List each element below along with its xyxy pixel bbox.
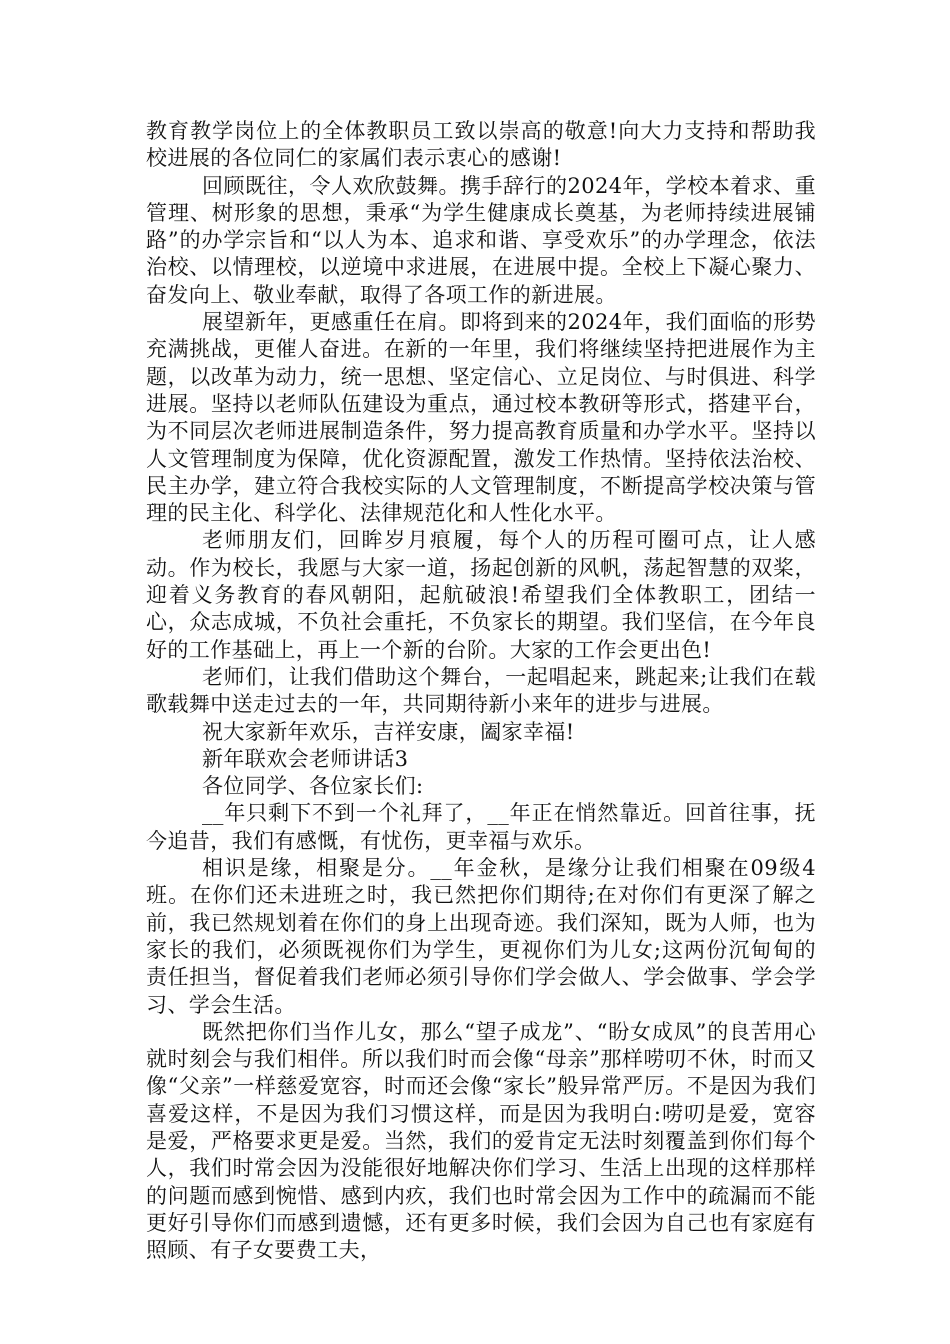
paragraph-1: 教育教学岗位上的全体教职员工致以崇高的敬意!向大力支持和帮助我校进展的各位同仁的家属们表示衷心的感谢!	[146, 119, 816, 171]
section-title: 新年联欢会老师讲话3	[202, 746, 409, 771]
paragraph-5: 老师们，让我们借助这个舞台，一起唱起来，跳起来;让我们在载歌载舞中送走过去的一年，共同期待新小来年的进步与进展。	[146, 664, 816, 717]
document-body	[146, 118, 816, 1264]
salutation: 各位同学、各位家长们:	[202, 774, 424, 799]
paragraph-11: 既然把你们当作儿女，那么“望子成龙”、“盼女成凤”的良苦用心就时刻会与我们相伴。所以我们时而会像“母亲”那样唠叨不休，时而又像“父亲”一样慈爱宽容，时而还会像“家长”般异常严厉。不是因为我们喜爱这样，不是因为我们习惯这样，而是因为我明白:唠叨是爱，宽容是爱，严格要求更是爱。当然，我们的爱肯定无法时刻覆盖到你们每个人，我们时常会因为没能很好地解决你们学习、生活上出现的这样那样的问题而感到惋惜、感到内疚，我们也时常会因为工作中的疏漏而不能更好引导你们而感到遗憾，还有更多时候，我们会因为自己也有家庭有照顾、有子女要费工夫，	[146, 1019, 816, 1263]
paragraph-9: __年只剩下不到一个礼拜了，__年正在悄然靠近。回首往事，抚今追昔，我们有感慨，有忧伤，更幸福与欢乐。	[146, 801, 816, 853]
paragraph-4: 老师朋友们，回眸岁月痕履，每个人的历程可圈可点，让人感动。作为校长，我愿与大家一道，扬起创新的风帆，荡起智慧的双桨，迎着义务教育的春风朝阳，起航破浪!希望我们全体教职工，团结一心，众志成城，不负社会重托，不负家长的期望。我们坚信，在今年良好的工作基础上，再上一个新的台阶。大家的工作会更出色!	[146, 528, 816, 662]
paragraph-2: 回顾既往，令人欢欣鼓舞。携手辞行的2024年，学校本着求、重管理、树形象的思想，秉承“为学生健康成长奠基，为老师持续进展铺路”的办学宗旨和“以人为本、追求和谐、享受欢乐”的办学理念，依法治校、以情理校，以逆境中求进展，在进展中提。全校上下凝心聚力、奋发向上、敬业奉献，取得了各项工作的新进展。	[146, 173, 816, 307]
paragraph-6: 祝大家新年欢乐，吉祥安康，阖家幸福!	[202, 719, 575, 744]
paragraph-3: 展望新年，更感重任在肩。即将到来的2024年，我们面临的形势充满挑战，更催人奋进。在新的一年里，我们将继续坚持把进展作为主题，以改革为动力，统一思想、坚定信心、立足岗位、与时俱进、科学进展。坚持以老师队伍建设为重点，通过校本教研等形式，搭建平台，为不同层次老师进展制造条件，努力提高教育质量和办学水平。坚持以人文管理制度为保障，优化资源配置，激发工作热情。坚持依法治校、民主办学，建立符合我校实际的人文管理制度，不断提高学校决策与管理的民主化、科学化、法律规范化和人性化水平。	[146, 310, 816, 526]
paragraph-10: 相识是缘，相聚是分。__年金秋，是缘分让我们相聚在09级4班。在你们还未进班之时，我已然把你们期待;在对你们有更深了解之前，我已然规划着在你们的身上出现奇迹。我们深知，既为人师，也为家长的我们，必须既视你们为学生，更视你们为儿女;这两份沉甸甸的责任担当，督促着我们老师必须引导你们学会做人、学会做事、学会学习、学会生活。	[146, 856, 816, 1017]
